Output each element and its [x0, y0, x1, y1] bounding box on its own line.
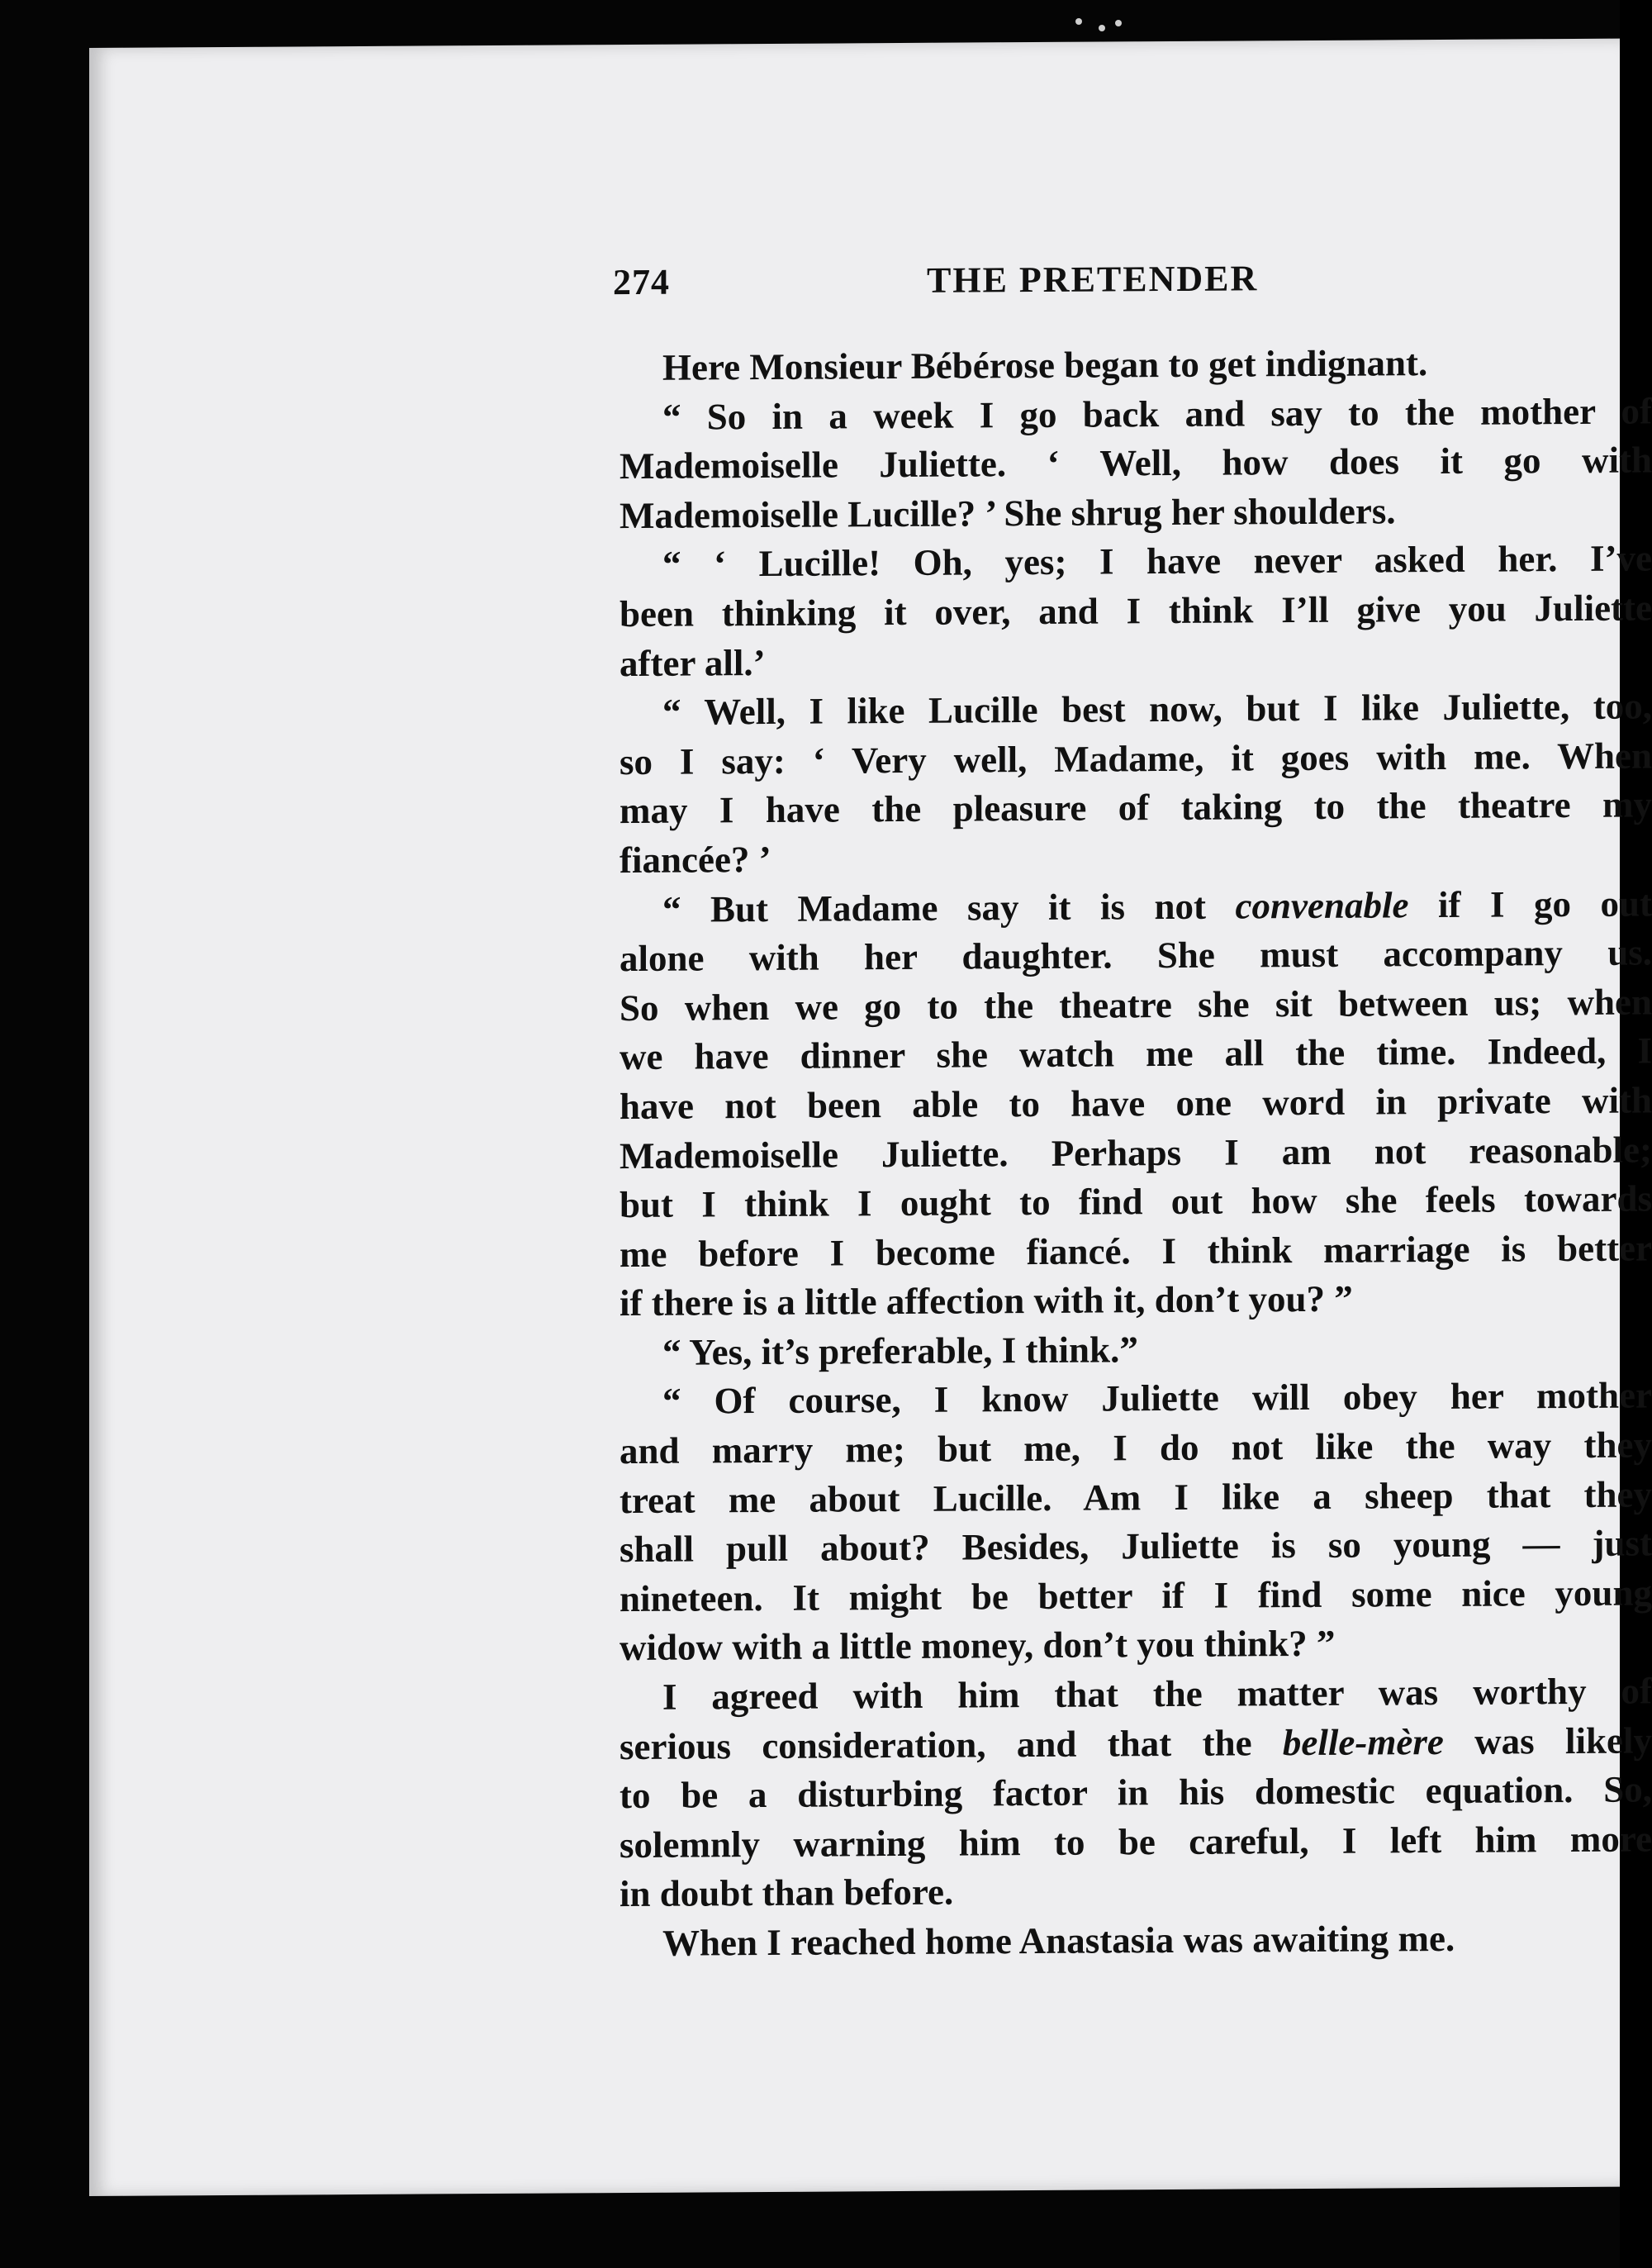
scan-speck [1099, 25, 1105, 31]
scan-speck [1075, 18, 1082, 25]
text-line: to be a disturbing factor in his domestic equation. So, [620, 1768, 1652, 1817]
book-page [89, 39, 1652, 2196]
text-line: “ Yes, it’s preferable, I think.” [662, 1329, 1138, 1373]
page-header [613, 257, 1340, 311]
text-line: but I think I ought to find out how she feels towards [620, 1177, 1652, 1226]
text-line: widow with a little money, don’t you think? ” [620, 1623, 1336, 1669]
text-line: Mademoiselle Juliette. Perhaps I am not reasonable; [620, 1128, 1652, 1177]
text-line: treat me about Lucille. Am I like a sheep that they [620, 1473, 1652, 1521]
page-number: 274 [613, 261, 670, 303]
text-line: if there is a little affection with it, don’t you? ” [620, 1277, 1353, 1324]
text-line: so I say: ‘ Very well, Madame, it goes with me. When [620, 735, 1652, 782]
text-line: been thinking it over, and I think I’ll give you Juliette [620, 587, 1652, 635]
text-line: Mademoiselle Lucille? ’ She shrug her shoulders. [620, 490, 1396, 536]
italic-word: belle-mère [1282, 1720, 1444, 1763]
text-line: have not been able to have one word in private with [620, 1079, 1652, 1127]
text-line: “ Well, I like Lucille best now, but I like Juliette, too, [662, 685, 1652, 733]
text-line: “ Of course, I know Juliette will obey her mother [662, 1374, 1652, 1423]
running-head: THE PRETENDER [927, 258, 1259, 301]
italic-word: convenable [1235, 883, 1409, 927]
scan-speck [1115, 20, 1122, 26]
text-line: I agreed with him that the matter was worthy of [662, 1670, 1652, 1718]
text-line: in doubt than before. [620, 1871, 954, 1915]
text-line: alone with her daughter. She must accompany us. [620, 931, 1652, 980]
text-line: “ So in a week I go back and say to the mother of [662, 390, 1652, 438]
text-line: So when we go to the theatre she sit between us; when [620, 981, 1652, 1029]
text-line: we have dinner she watch me all the time. Indeed, I [620, 1029, 1652, 1078]
text-line: When I reached home Anastasia was awaiting me. [662, 1917, 1455, 1964]
text-line: and marry me; but me, I do not like the way they [620, 1424, 1652, 1472]
text-line: may I have the pleasure of taking to the theatre my [620, 783, 1652, 832]
text-line: nineteen. It might be better if I find some nice young [620, 1571, 1652, 1619]
text-line: me before I become fiancé. I think marriage is better [620, 1227, 1652, 1275]
text-line: shall pull about? Besides, Juliette is so young — just [620, 1522, 1652, 1571]
text-line: Mademoiselle Juliette. ‘ Well, how does it go with [620, 439, 1652, 487]
text-line: fiancée? ’ [620, 838, 771, 882]
text-line: serious consideration, and that the belle-mère was likely [620, 1719, 1652, 1767]
text-line: “ But Madame say it is not convenable if I go out [662, 882, 1652, 930]
body-text [620, 337, 1652, 1968]
text-line: solemnly warning him to be careful, I left him more [620, 1818, 1652, 1866]
text-line: “ ‘ Lucille! Oh, yes; I have never asked her. I’ve [662, 537, 1652, 586]
text-line: Here Monsieur Bébérose began to get indignant. [662, 342, 1428, 388]
text-line: after all.’ [620, 641, 766, 684]
